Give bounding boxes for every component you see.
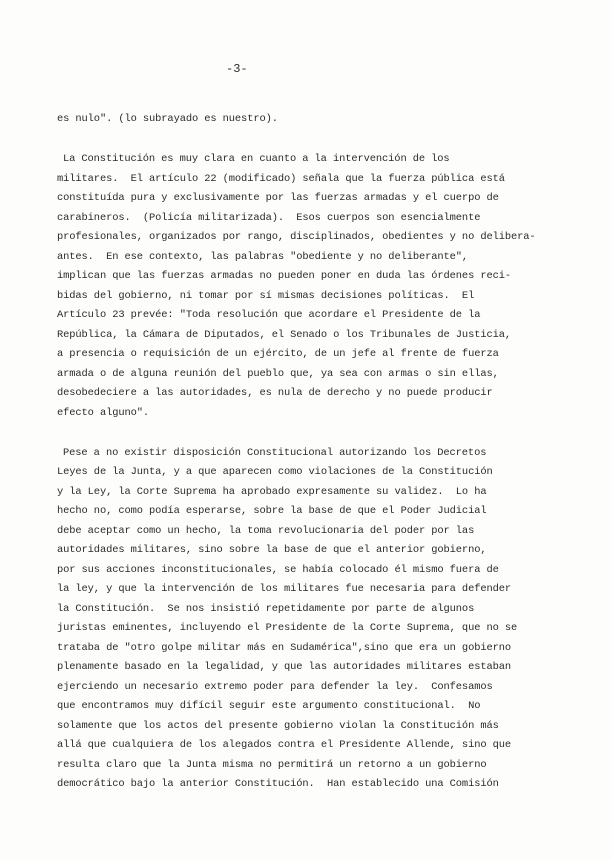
text-line: solamente que los actos del presente gobierno violan la Constitución más xyxy=(57,720,499,732)
text-line: autoridades militares, sino sobre la base de que el anterior gobierno, xyxy=(57,544,487,556)
text-line: Artículo 23 prevée: "Toda resolución que acordare el Presidente de la xyxy=(57,309,481,321)
text-line: Leyes de la Junta, y a que aparecen como violaciones de la Constitución xyxy=(57,466,493,478)
text-line: armada o de alguna reunión del pueblo que, ya sea con armas o sin ellas, xyxy=(57,368,499,380)
text-line: militares. El artículo 22 (modificado) señala que la fuerza pública está xyxy=(57,173,505,185)
text-line: La Constitución es muy clara en cuanto a la intervención de los xyxy=(63,153,450,165)
text-line: trataba de "otro golpe militar más en Sudamérica",sino que era un gobierno xyxy=(57,642,512,654)
text-line: por sus acciones inconstitucionales, se había colocado él mismo fuera de xyxy=(57,564,499,576)
text-line: democrático bajo la anterior Constitución. Han establecido una Comisión xyxy=(57,778,499,790)
text-line: República, la Cámara de Diputados, el Senado o los Tribunales de Justicia, xyxy=(57,329,512,341)
text-line: bidas del gobierno, ni tomar por sí mismas decisiones políticas. El xyxy=(57,290,475,302)
text-line: juristas eminentes, incluyendo el Presidente de la Corte Suprema, que no se xyxy=(57,622,518,634)
text-line: constituída pura y exclusivamente por las fuerzas armadas y el cuerpo de xyxy=(57,192,499,204)
text-line: profesionales, organizados por rango, disciplinados, obedientes y no delibera- xyxy=(57,231,536,243)
text-line: Pese a no existir disposición Constitucional autorizando los Decretos xyxy=(63,447,487,459)
text-line: la ley, y que la intervención de los militares fue necesaria para defender xyxy=(57,583,512,595)
text-line: plenamente basado en la legalidad, y que las autoridades militares estaban xyxy=(57,661,512,673)
text-line: carabineros. (Policía militarizada). Esos cuerpos son esencialmente xyxy=(57,212,481,224)
page-number: -3- xyxy=(226,62,248,76)
text-line: antes. En ese contexto, las palabras "obediente y no deliberante", xyxy=(57,251,469,263)
text-line: resulta claro que la Junta misma no permitirá un retorno a un gobierno xyxy=(57,759,487,771)
text-line: que encontramos muy difícil seguir este argumento constitucional. No xyxy=(57,700,481,712)
text-line: debe aceptar como un hecho, la toma revolucionaria del poder por las xyxy=(57,525,475,537)
text-line: y la Ley, la Corte Suprema ha aprobado expresamente su validez. Lo ha xyxy=(57,486,487,498)
text-line: implican que las fuerzas armadas no pueden poner en duda las órdenes reci- xyxy=(57,270,512,282)
text-line: la Constitución. Se nos insistió repetidamente por parte de algunos xyxy=(57,603,475,615)
text-line: efecto alguno". xyxy=(57,407,150,419)
text-line: allá que cualquiera de los alegados contra el Presidente Allende, sino que xyxy=(57,739,512,751)
text-line: es nulo". (lo subrayado es nuestro). xyxy=(57,113,278,125)
text-line: ejerciendo un necesario extremo poder para defender la ley. Confesamos xyxy=(57,681,493,693)
text-line: hecho no, como podía esperarse, sobre la base de que el Poder Judicial xyxy=(57,505,487,517)
text-line: a presencia o requisición de un ejército, de un jefe al frente de fuerza xyxy=(57,348,499,360)
text-line: desobedeciere a las autoridades, es nula de derecho y no puede producir xyxy=(57,387,493,399)
